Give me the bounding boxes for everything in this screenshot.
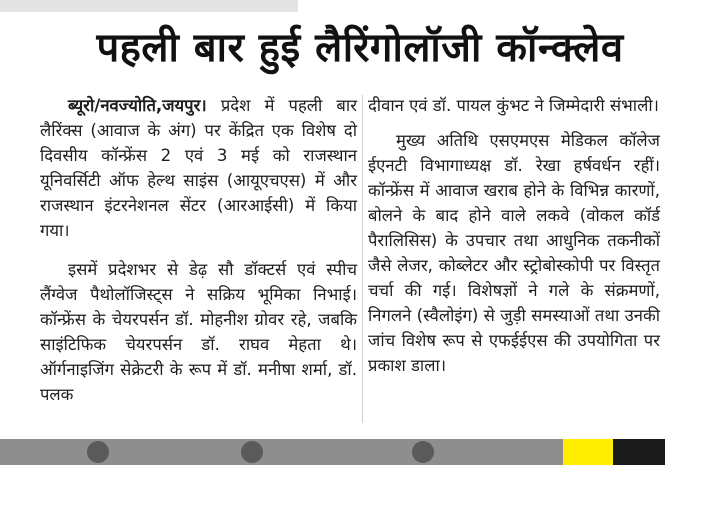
article-paragraph-2-continued: दीवान एवं डॉ. पायल कुंभट ने जिम्मेदारी संभाली। <box>368 96 659 115</box>
article-column-left <box>40 93 357 407</box>
footer-bar <box>0 439 563 465</box>
article-paragraph-2-text: इसमें प्रदेशभर से डेढ़ सौ डॉक्टर्स एवं स्पीच लैंग्वेज पैथोलॉजिस्ट्स ने सक्रिय भूमिका निभाई। कॉन्फ्रेंस के चेयरपर्सन डॉ. मोहनीश ग्रोवर रहे, जबकि साइंटिफिक चेयरपर्सन डॉ. राघव मेहता थे। ऑर्गनाइजिंग सेक्रेटरी के रूप में डॉ. मनीषा शर्मा, डॉ. पलक <box>40 260 357 404</box>
footer-dot <box>241 441 263 463</box>
top-rule <box>0 0 298 12</box>
headline: पहली बार हुई लैरिंगोलॉजी कॉन्क्लेव <box>96 25 624 71</box>
footer-swatch-yellow <box>563 439 613 465</box>
article-column-right <box>368 93 660 378</box>
footer-dot <box>87 441 109 463</box>
article-paragraph-1-text: प्रदेश में पहली बार लैरिंक्स (आवाज के अंग) पर केंद्रित एक विशेष दो दिवसीय कॉन्फ्रेंस 2 एवं 3 मई को राजस्थान यूनिवर्सिटी ऑफ हेल्थ साइंस (आयूएचएस) में और राजस्थान इंटरनेशनल सेंटर (आरआईसी) में किया गया। <box>40 96 357 240</box>
footer-swatch-black <box>613 439 665 465</box>
column-divider <box>362 95 363 423</box>
article-paragraph-3 <box>368 128 660 378</box>
article-paragraph-2 <box>40 257 357 407</box>
footer-dot <box>412 441 434 463</box>
byline: ब्यूरो/नवज्योति,जयपुर। <box>68 96 207 115</box>
article-paragraph-1 <box>40 93 357 243</box>
article-paragraph-3-text: मुख्य अतिथि एसएमएस मेडिकल कॉलेज ईएनटी विभागाध्यक्ष डॉ. रेखा हर्षवर्धन रहीं। कॉन्फ्रेंस में आवाज खराब होने के विभिन्न कारणों, बोलने के बाद होने वाले लकवे (वोकल कॉर्ड पैरालिसिस) के उपचार तथा आधुनिक तकनीकों जैसे लेजर, कोब्लेटर और स्ट्रोबोस्कोपी पर विस्तृत चर्चा की गई। विशेषज्ञों ने गले के संक्रमणों, निगलने (स्वैलोइंग) से जुड़ी समस्याओं तथा उनकी जांच विशेष रूप से एफईईएस की उपयोगिता पर प्रकाश डाला। <box>368 131 660 375</box>
